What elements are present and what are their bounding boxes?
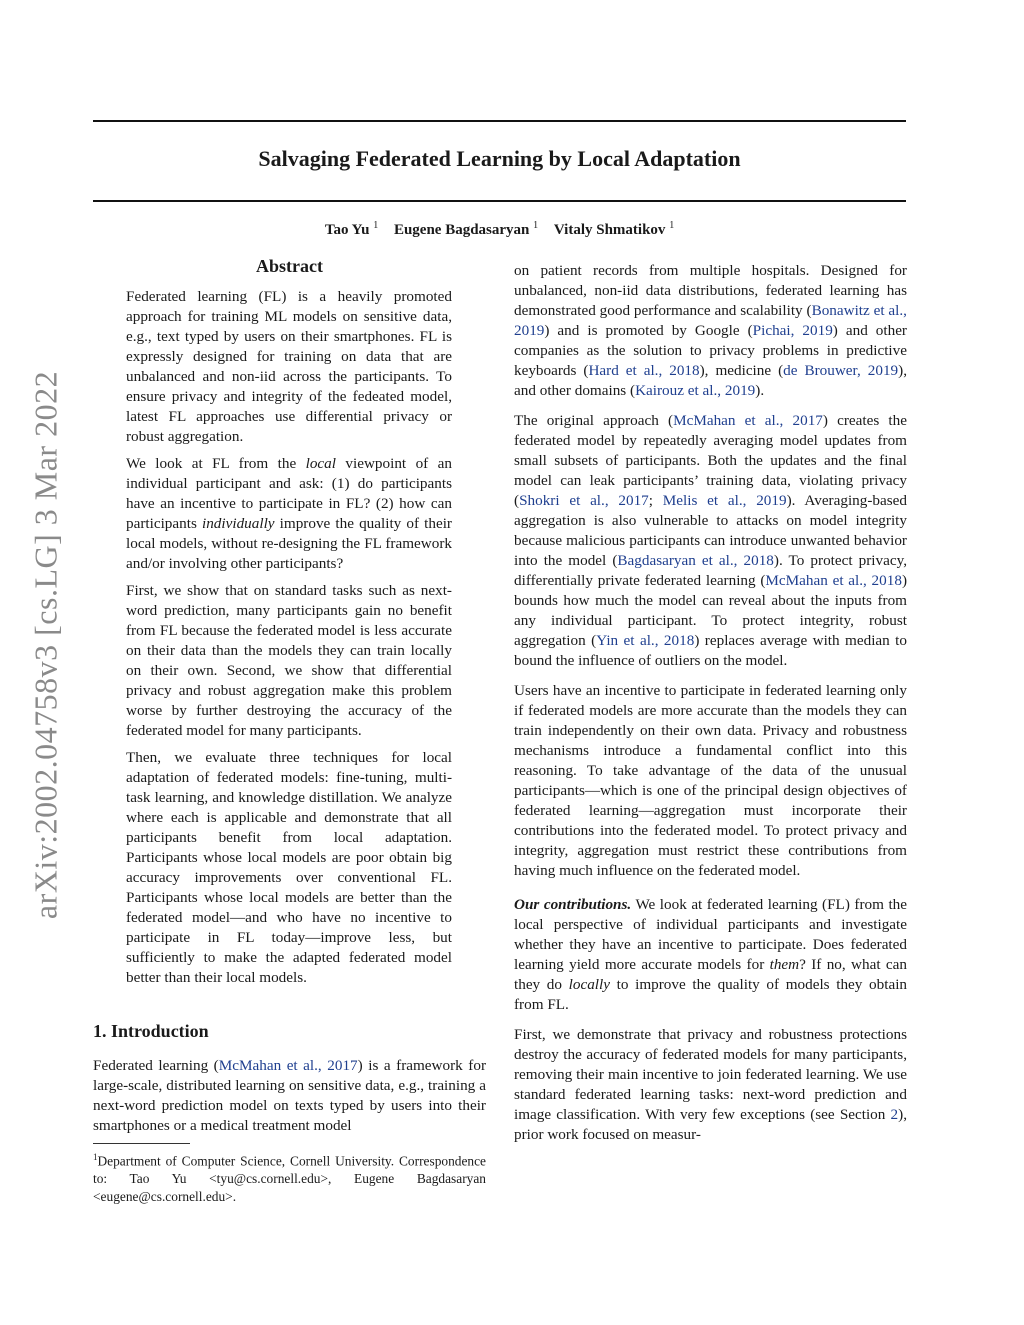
body-paragraph: on patient records from multiple hospitals. Designed for unbalanced, non-iid data distributions, federated learning has demonstrated good performance and scalability (Bonawitz et al., 2019) and is promoted by Google (Pichai, 2019) and other companies as the solution to privacy problems in predictive keyboards (Hard et al., 2018), medicine (de Brouwer, 2019), and other domains (Kairouz et al., 2019). — [514, 262, 908, 399]
arxiv-identifier: arXiv:2002.04758v3 [cs.LG] 3 Mar 2022 — [27, 370, 64, 920]
body-paragraph: Users have an incentive to participate in federated learning only if federated models are more accurate than the models they can train independently on their own data. Privacy and robustness mechanisms introduce a fundamental conflict into this reasoning. To take advantage of the data of the unusual participants—which is one of the principal design objectives of federated learning—aggregation must incorporate their contributions into the federated model. To protect privacy and integrity, aggregation must restrict these contributions from having much influence on the federated model. — [514, 682, 907, 879]
paper-title: Salvaging Federated Learning by Local Adaptation — [258, 146, 741, 171]
author: Eugene Bagdasaryan $^1$ — [393, 220, 539, 238]
author: Vitaly Shmatikov $^1$ — [553, 220, 675, 238]
citation-link[interactable]: McMahan et al., 2017 — [218, 1057, 358, 1074]
introduction-body — [93, 1056, 486, 1136]
abstract-body — [126, 287, 452, 995]
citation-link[interactable]: Bagdasaryan et al., 2018 — [617, 552, 774, 569]
paragraph-lead: Our contributions. — [514, 896, 632, 913]
section-reference-link[interactable]: 2 — [890, 1106, 899, 1123]
citation-link[interactable]: Bonawitz et al., 2019 — [514, 302, 907, 339]
citation-link[interactable]: Shokri et al., 2017 — [519, 492, 649, 509]
citation-link[interactable]: Hard et al., 2018 — [588, 362, 700, 379]
body-paragraph: The original approach (McMahan et al., 2017) creates the federated model by repeatedly averaging model updates from small subsets of participants. Both the updates and the final model can leak participants’ training data, violating privacy (Shokri et al., 2017; Melis et al., 2019). Averaging-based aggregation is also vulnerable to attacks on model integrity because malicious participants can introduce unwanted behavior into the model (Bagdasaryan et al., 2018). To protect privacy, differentially private federated learning (McMahan et al., 2018) bounds how much the model can reveal about the inputs from any individual participant. To protect integrity, robust aggregation (Yin et al., 2018) replaces average with median to bound the influence of outliers on the model. — [514, 412, 907, 669]
section-heading-introduction: 1. Introduction — [93, 1021, 209, 1041]
citation-link[interactable]: Kairouz et al., 2019 — [635, 382, 756, 399]
title-rule-top — [93, 120, 906, 122]
citation-link[interactable]: McMahan et al., 2017 — [673, 412, 823, 429]
abstract-paragraph: First, we show that on standard tasks such as next-word prediction, many participants gain no benefit from FL because the federated model is less accurate on their data than the models they can train locally on their own. Second, we show that differential privacy and robust aggregation make this problem worse by further destroying the accuracy of the federated model for many participants. — [126, 582, 452, 739]
body-paragraph: First, we demonstrate that privacy and robustness protections destroy the accuracy of federated models for many participants, removing their main incentive to join federated learning. We use standard federated learning tasks: next-word prediction and image classification. With very few exceptions (see Section 2), prior work focused on measur- — [514, 1026, 907, 1143]
citation-link[interactable]: Melis et al., 2019 — [662, 492, 787, 509]
footnote: $^1$Department of Computer Science, Cornell University. Correspondence to: Tao Yu <tyu@cs.cornell.edu>, Eugene Bagdasaryan <eugene@cs.cornell.edu>. — [93, 1152, 486, 1205]
citation-link[interactable]: Yin et al., 2018 — [596, 632, 695, 649]
author: Tao Yu $^1$ — [324, 220, 379, 238]
abstract-paragraph: Then, we evaluate three techniques for local adaptation of federated models: fine-tuning, multi-task learning, and knowledge distillation. We analyze where each is applicable and demonstrate that all participants benefit from local adaptation. Participants whose local models are poor obtain big accuracy improvements over conventional FL. Participants whose local models are better than the federated model—and who have no incentive to participate in FL today—improve less, but sufficiently to make the adapted federated model better than their local models. — [126, 749, 452, 986]
footnote-rule — [93, 1143, 190, 1144]
abstract-heading: Abstract — [256, 256, 323, 276]
abstract-paragraph: We look at FL from the local viewpoint of an individual participant and ask: (1) do participants have an incentive to participate in FL? (2) how can participants individually improve the quality of their local models, without re-designing the FL framework and/or involving other participants? — [126, 455, 452, 572]
right-column — [514, 261, 907, 1155]
author-list — [93, 220, 906, 239]
body-paragraph: Federated learning (McMahan et al., 2017) is a framework for large-scale, distributed learning on sensitive data, e.g., training a next-word prediction model on texts typed by users into their smartphones or a medical treatment model — [93, 1057, 486, 1134]
citation-link[interactable]: de Brouwer, 2019 — [783, 362, 899, 379]
title-rule-bottom — [93, 200, 906, 202]
citation-link[interactable]: Pichai, 2019 — [752, 322, 833, 339]
citation-link[interactable]: McMahan et al., 2018 — [765, 572, 902, 589]
body-paragraph: Our contributions. We look at federated learning (FL) from the local perspective of individual participants and investigate whether they have an incentive to participate. Does federated learning yield more accurate models for them? If no, what can they do locally to improve the quality of models they obtain from FL. — [514, 896, 908, 1013]
abstract-paragraph: Federated learning (FL) is a heavily promoted approach for training ML models on sensitive data, e.g., text typed by users on their smartphones. FL is expressly designed for training on data that are unbalanced and non-iid across the participants. To ensure privacy and integrity of the fedeated model, latest FL approaches use differential privacy or robust aggregation. — [126, 288, 452, 445]
